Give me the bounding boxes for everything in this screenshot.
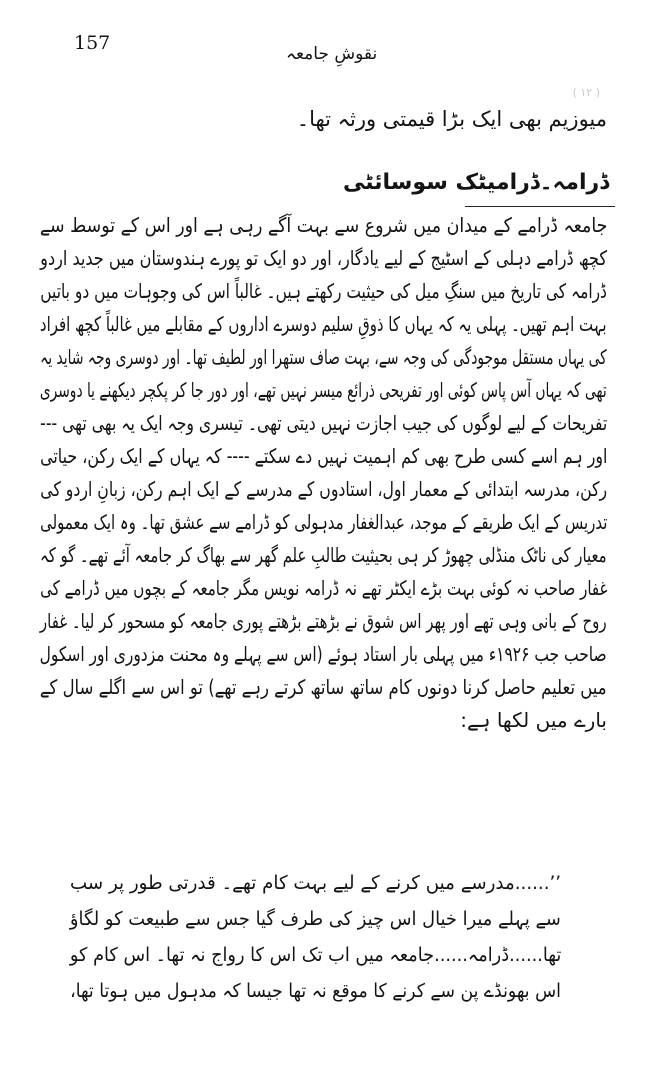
body-line: بہت اہم تھیں۔ پہلی یہ کہ یہاں کا ذوقِ سلیم دوسرے اداروں کے مقابلے میں غالباً کچھ افراد — [40, 312, 607, 336]
intro-line: میوزیم بھی ایک بڑا قیمتی ورثہ تھا۔ — [296, 107, 607, 131]
bleed-through-text: ( ۱۲ ) — [572, 86, 600, 99]
body-line: صاحب جب ۱۹۲۶ء میں پہلی بار استاد ہوئے (اس سے پہلے وہ محنت مزدوری اور اسکول — [39, 642, 607, 666]
body-line: ڈرامہ کی تاریخ میں سنگِ میل کی حیثیت رکھتے ہیں۔ غالباً اس کی وجوہات میں دو باتیں — [40, 279, 607, 303]
body-line: بارے میں لکھا ہے: — [460, 708, 607, 732]
body-line: روح کے بانی وہی تھے اور پھر اس شوق نے بڑھتے بڑھتے پوری جامعہ کو مسحور کر لیا۔ غفار — [40, 609, 607, 633]
section-heading: ڈرامہ۔ڈرامیٹک سوسائٹی — [343, 170, 609, 195]
page-number: 157 — [74, 32, 111, 54]
body-line: معیار کی ناٹک منڈلی چھوڑ کر ہی بحیثیت طالبِ علم گھر سے بھاگ کر جامعہ آئے تھے۔ گو کہ — [40, 543, 607, 567]
body-line: تفریحات کے لیے لوگوں کی جیب اجازت نہیں دیتی تھی۔ تیسری وجہ ایک یہ بھی تھی --- — [39, 411, 607, 435]
quote-line: سے پہلے میرا خیال اس چیز کی طرف گیا جس سے طبیعت کو لگاؤ — [70, 908, 561, 930]
running-head: نقوشِ جامعہ — [286, 44, 378, 64]
quote-line: ’’......مدرسے میں کرنے کے لیے بہت کام تھے۔ قدرتی طور پر سب — [69, 872, 561, 894]
body-line: غفار صاحب نہ کوئی بہت بڑے ایکٹر تھے نہ ڈرامہ نویس مگر جامعہ کے بچوں میں ڈرامے کی — [39, 576, 607, 600]
heading-underline — [465, 206, 615, 207]
body-line: میں تعلیم حاصل کرنا دونوں کام ساتھ ساتھ کرتے رہے تھے) تو اس سے اگلے سال کے — [40, 675, 607, 699]
body-line: تدریس کے ایک طریقے کے موجد، عبدالغفار مدہولی کو ڈرامے سے عشق تھا۔ وہ ایک معمولی — [39, 510, 607, 534]
quote-line: اس بھونڈے پن سے کرنے کا موقع نہ تھا جیسا کہ مدہول میں ہوتا تھا، — [70, 980, 561, 1002]
body-line: اور ہم اسے کسی طرح بھی کم اہمیت نہیں دے سکتے ---- کہ یہاں کے ایک رکن، حیاتی — [39, 444, 607, 468]
body-line: کی یہاں مستقل موجودگی کی وجہ سے، بہت صاف ستھرا اور لطیف تھا۔ اور دوسری وجہ شاید یہ — [40, 345, 607, 369]
body-line: رکن، مدرسہ ابتدائی کے معمار اول، استادوں کے مدرسے کے ایک اہم رکن، زبانِ اردو کی — [40, 477, 607, 501]
body-line: کچھ ڈرامے دہلی کے اسٹیج کے لیے یادگار، اور دو ایک تو پورے ہندوستان میں جدید اردو — [40, 246, 607, 270]
body-line: جامعہ ڈرامے کے میدان میں شروع سے بہت آگے رہی ہے اور اس کے توسط سے — [39, 213, 607, 237]
quote-line: تھا......ڈرامہ......جامعہ میں اب تک اس کا رواج نہ تھا۔ اس کام کو — [69, 944, 561, 966]
body-line: تھی کہ یہاں آس پاس کوئی اور تفریحی ذرائع میسر نہیں تھے، اور دور جا کر پکچر دیکھنے یا دوسری — [40, 378, 607, 402]
